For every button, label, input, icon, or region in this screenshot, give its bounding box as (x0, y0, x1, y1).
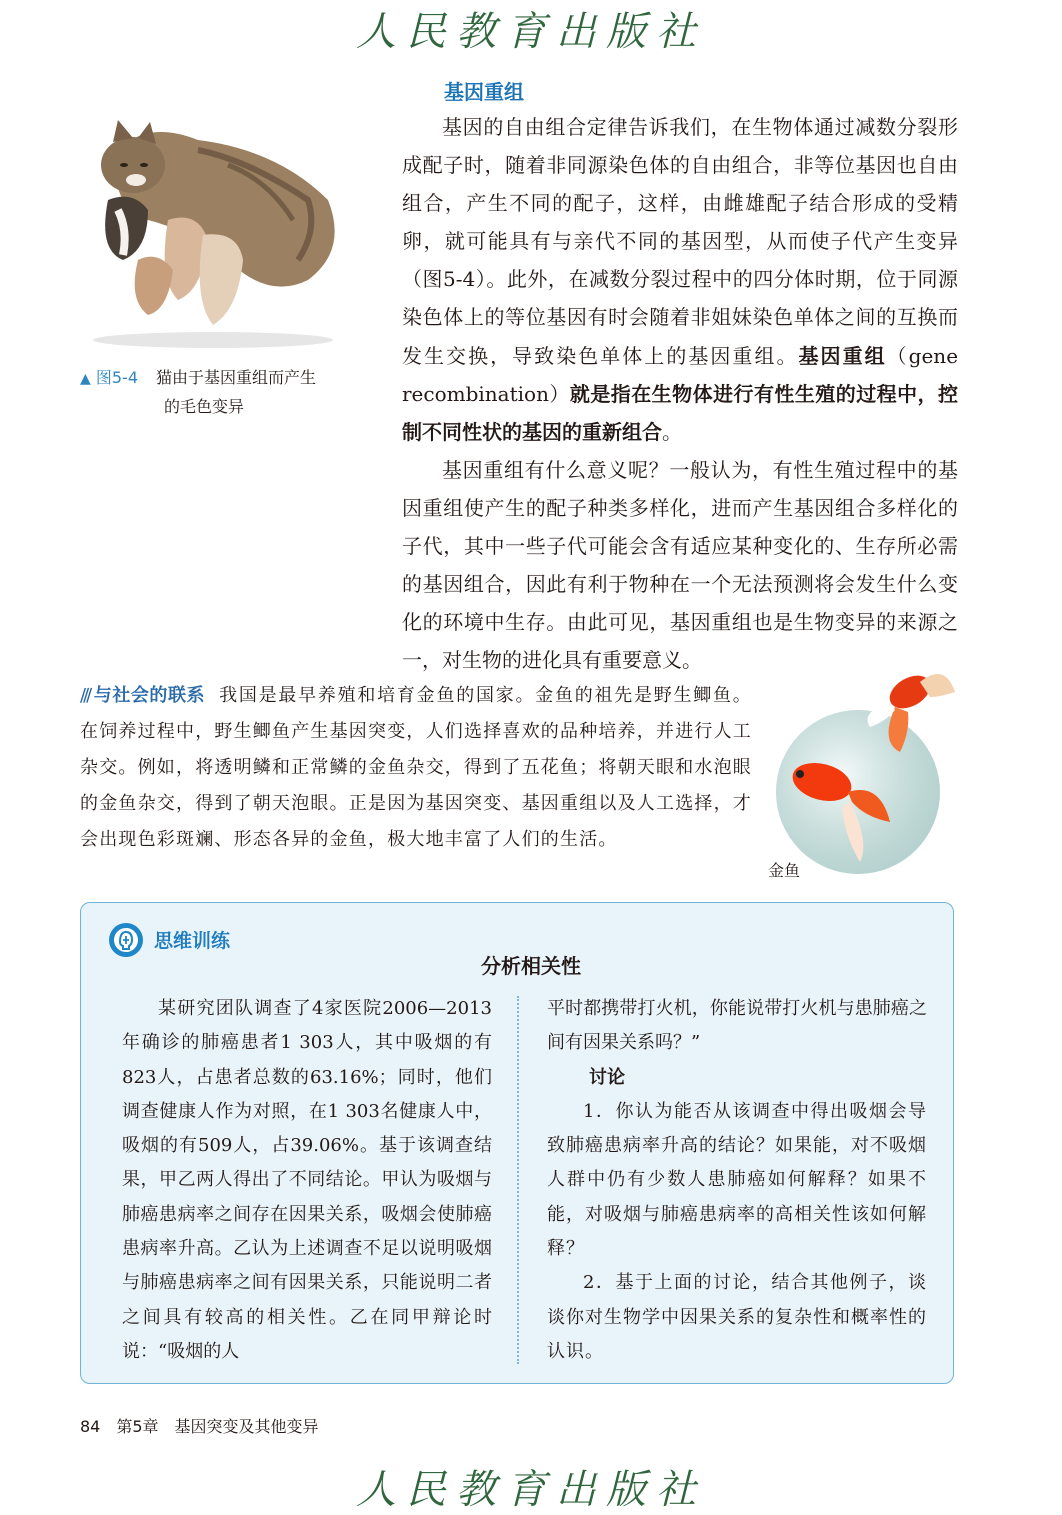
figure-caption (80, 364, 360, 421)
figure-caption-line1: 猫由于基因重组而产生 (156, 368, 317, 387)
chapter-title: 基因突变及其他变异 (174, 1417, 319, 1436)
study-description-continued: 平时都携带打火机，你能说带打火机与患肺癌之间有因果关系吗？” (547, 998, 927, 1054)
paragraph-2: 基因重组有什么意义呢？一般认为，有性生殖过程中的基因重组使产生的配子种类多样化，进而产生基因组合多样化的子代，其中一些子代可能会含有适应某种变化的、生存所必需的基因组合，因此有利于物种在一个无法预测将会发生什么变化的环境中生存。由此可见，基因重组也是生物变异的来源之一，对生物的进化具有重要意义。 (402, 457, 958, 673)
page-footer (80, 1414, 319, 1437)
thinking-right-column (547, 992, 927, 1369)
chapter-number: 第5章 (116, 1417, 159, 1436)
page-number: 84 (80, 1417, 101, 1436)
main-text-column (402, 108, 958, 679)
column-divider (517, 996, 519, 1364)
paragraph-1-text: 基因的自由组合定律告诉我们，在生物体通过减数分裂形成配子时，随着非同源染色体的自由组合，非等位基因也自由组合，产生不同的配子，这样，由雌雄配子结合形成的受精卵，就可能具有与亲代不同的基因型，从而使子代产生变异（图5-4）。此外，在减数分裂过程中的四分体时期，位于同源染色体上的等位基因有时会随着非姐妹染色单体之间的互换而发生交换，导致染色单体上的基因重组。 (402, 115, 958, 368)
thinking-left-column (122, 992, 492, 1369)
term-bold: 基因重组 (798, 343, 887, 368)
society-text: 我国是最早养殖和培育金鱼的国家。金鱼的祖先是野生鲫鱼。在饲养过程中，野生鲫鱼产生基因突变，人们选择喜欢的品种培养，并进行人工杂交。例如，将透明鳞和正常鳞的金鱼杂交，得到了五花鱼；将朝天眼和水泡眼的金鱼杂交，得到了朝天泡眼。正是因为基因突变、基因重组以及人工选择，才会出现色彩斑斓、形态各异的金鱼，极大地丰富了人们的生活。 (80, 685, 752, 850)
definition-bold: 就是指在生物体进行有性生殖的过程中，控制不同性状的基因的重新组合 (402, 381, 959, 444)
thinking-training-title: 分析相关性 (481, 954, 581, 978)
triangle-marker-icon: ▲ (80, 371, 91, 387)
goldfish-caption: 金鱼 (768, 861, 801, 880)
discussion-question-1: 1．你认为能否从该调查中得出吸烟会导致肺癌患病率升高的结论？如果能，对不吸烟人群中仍有少数人患肺癌如何解释？如果不能，对吸烟与肺癌患病率的高相关性该如何解释？ (547, 1100, 927, 1260)
goldfish-image (770, 652, 960, 884)
term-english: （gene recombination） (402, 343, 959, 406)
society-heading (80, 685, 205, 706)
paragraph-1 (402, 108, 958, 451)
section-title: 基因重组 (444, 80, 524, 104)
study-description: 某研究团队调查了4家医院2006—2013年确诊的肺癌患者1 303人，其中吸烟的有823人，占患者总数的63.16%；同时，他们调查健康人作为对照，在1 303名健康人中，吸烟的有509人，占39.06%。基于该调查结果，甲乙两人得出了不同结论。甲认为吸烟与肺癌患病率之间存在因果关系，吸烟会使肺癌患病率升高。乙认为上述调查不足以说明吸烟与肺癌患病率之间有因果关系，只能说明二者之间具有较高的相关性。乙在同甲辩论时说：“吸烟的人 (122, 998, 492, 1362)
figure-number: 图5-4 (95, 368, 139, 387)
society-heading-text: 与社会的联系 (93, 685, 206, 706)
discussion-question-2: 2．基于上面的讨论，结合其他例子，谈谈你对生物学中因果关系的复杂性和概率性的认识。 (547, 1272, 927, 1362)
thinking-training-label: 思维训练 (154, 930, 231, 952)
paragraph-1-end: 。 (662, 419, 682, 444)
society-connection-box (80, 678, 752, 858)
publisher-watermark-bottom: 人民教育出版社 (356, 1467, 706, 1513)
discussion-heading: 讨论 (589, 1066, 625, 1088)
cat-nursing-kittens-image (78, 110, 348, 350)
figure-caption-line2: 的毛色变异 (164, 397, 245, 416)
publisher-watermark-top: 人民教育出版社 (356, 9, 706, 55)
hatch-lines-icon: /∕∕ (80, 685, 90, 706)
